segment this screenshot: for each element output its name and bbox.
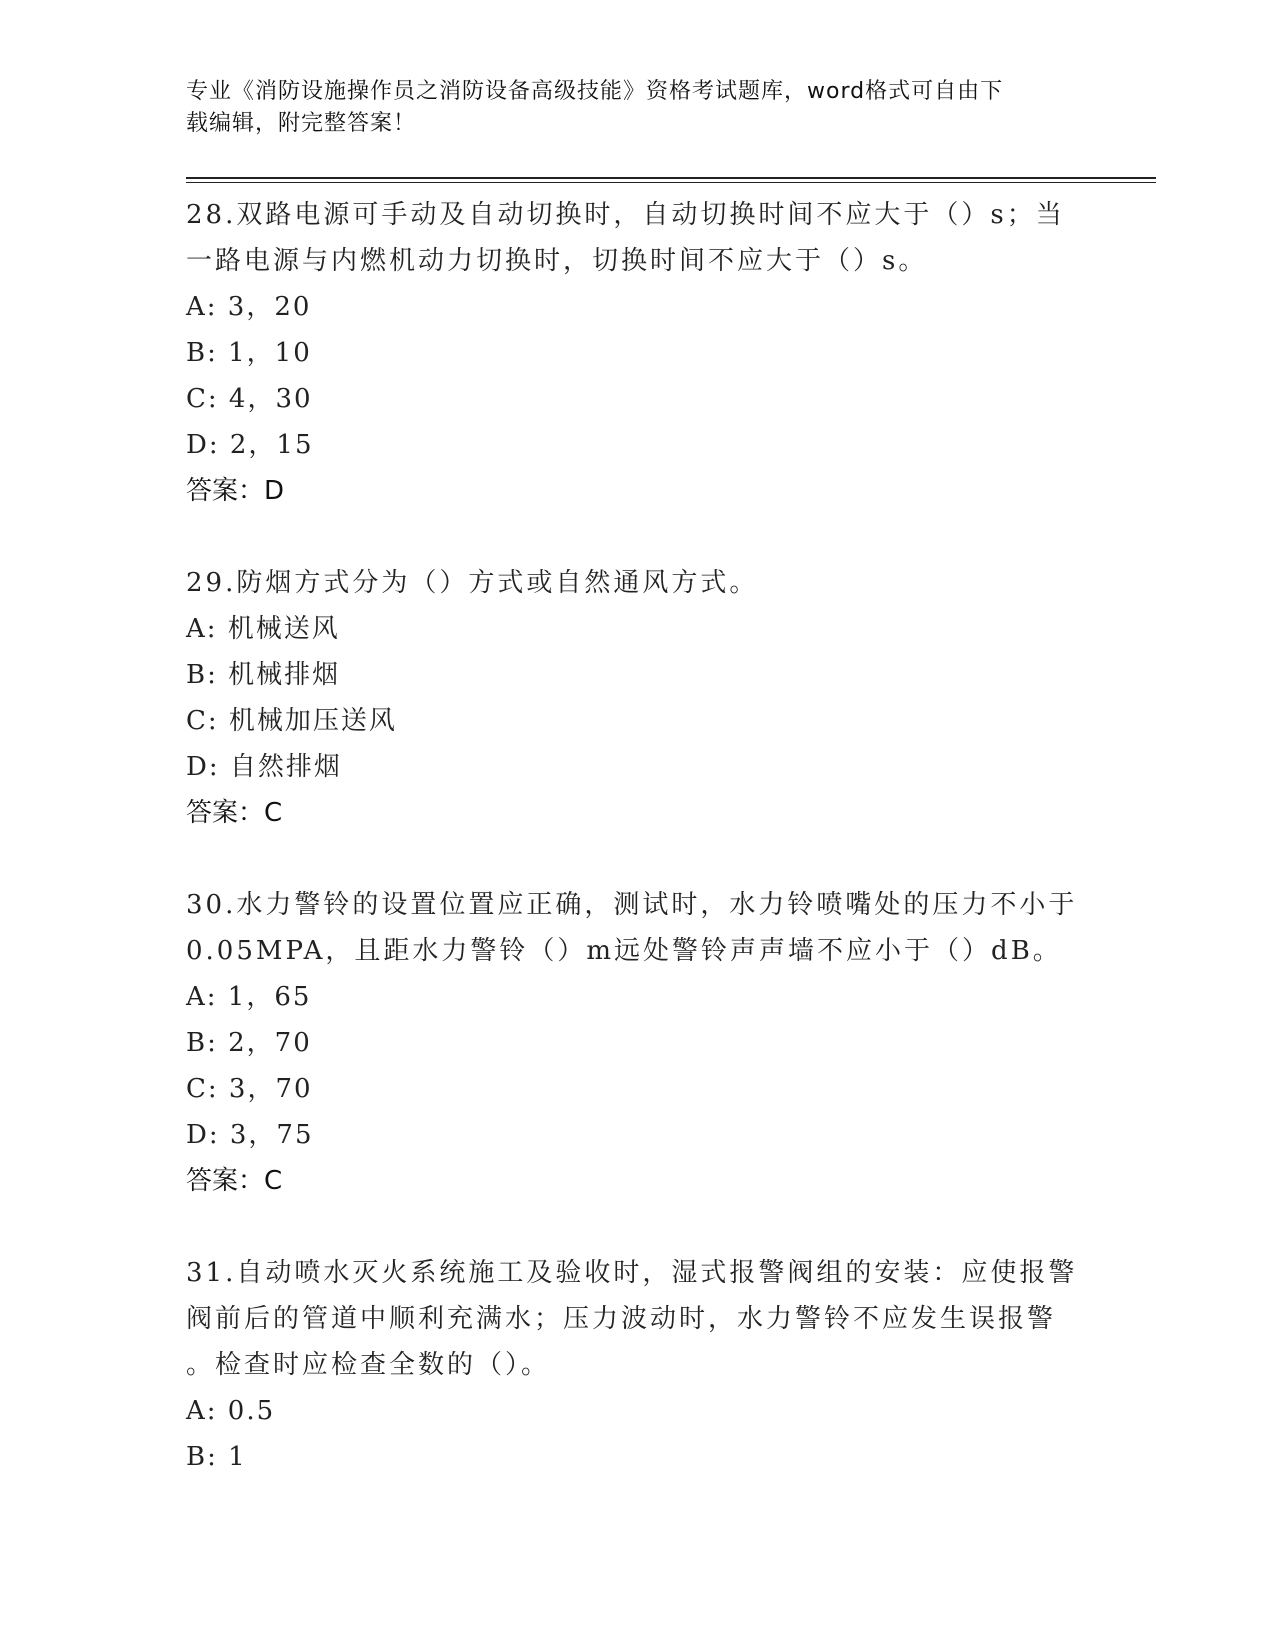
header-rule-thin <box>186 182 1156 183</box>
question-stem-line: 0.05MPA，且距水力警铃（）m远处警铃声声墙不应小于（）dB。 <box>186 936 1062 966</box>
answer-line: 答案：D <box>186 476 285 506</box>
option-c: C: 机械加压送风 <box>186 706 397 736</box>
question-stem-line: 28.双路电源可手动及自动切换时，自动切换时间不应大于（）s；当 <box>186 200 1065 230</box>
question-spacer <box>186 1204 1086 1250</box>
option-c: C: 4，30 <box>186 384 313 414</box>
option-a: A: 1，65 <box>186 982 312 1012</box>
option-d: D: 2，15 <box>186 430 314 460</box>
option-b: B: 1 <box>186 1442 247 1472</box>
option-a: A: 0.5 <box>186 1396 276 1426</box>
answer-line: 答案：C <box>186 798 283 828</box>
question-spacer <box>186 836 1086 882</box>
question-stem-line: 30.水力警铃的设置位置应正确，测试时，水力铃喷嘴处的压力不小于 <box>186 890 1078 920</box>
option-a: A: 3，20 <box>186 292 312 322</box>
header-rule-thick <box>186 177 1156 179</box>
question-spacer <box>186 514 1086 560</box>
option-d: D: 自然排烟 <box>186 752 342 782</box>
question-stem-line: 一路电源与内燃机动力切换时，切换时间不应大于（）s。 <box>186 246 928 276</box>
option-d: D: 3，75 <box>186 1120 314 1150</box>
header-line-2: 载编辑，附完整答案！ <box>186 111 417 136</box>
header-line-1: 专业《消防设施操作员之消防设备高级技能》资格考试题库，word格式可自由下 <box>186 79 1004 104</box>
question-stem-line: 阀前后的管道中顺利充满水；压力波动时，水力警铃不应发生误报警 <box>186 1304 1057 1334</box>
question-31 <box>186 1250 1086 1480</box>
option-c: C: 3，70 <box>186 1074 313 1104</box>
question-stem-line: 29.防烟方式分为（）方式或自然通风方式。 <box>186 568 759 598</box>
option-a: A: 机械送风 <box>186 614 340 644</box>
option-b: B: 1，10 <box>186 338 312 368</box>
question-stem-line: 。检查时应检查全数的（）。 <box>186 1350 551 1380</box>
question-29 <box>186 560 1086 836</box>
document-header <box>186 76 1056 140</box>
question-stem-line: 31.自动喷水灭火系统施工及验收时，湿式报警阀组的安装：应使报警 <box>186 1258 1078 1288</box>
question-28 <box>186 192 1086 514</box>
option-b: B: 机械排烟 <box>186 660 341 690</box>
question-list <box>186 192 1086 1480</box>
answer-line: 答案：C <box>186 1166 283 1196</box>
question-30 <box>186 882 1086 1204</box>
option-b: B: 2，70 <box>186 1028 312 1058</box>
